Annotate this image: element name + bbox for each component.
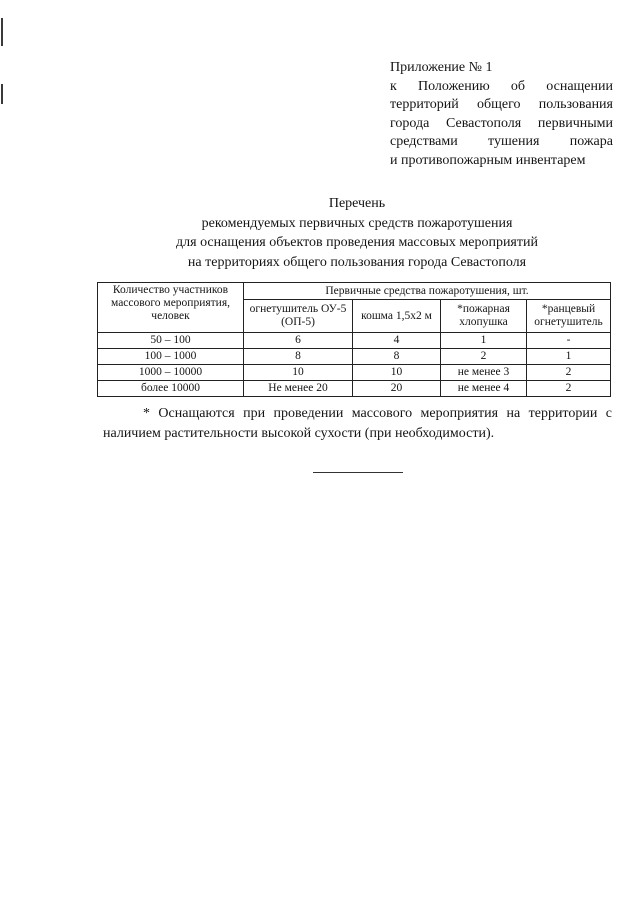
equipment-group-header: Первичные средства пожаротушения, шт. bbox=[244, 283, 611, 300]
heading-line: на территориях общего пользования города Севастополя bbox=[187, 254, 527, 270]
table-header-row bbox=[98, 283, 611, 300]
table-cell: 1 bbox=[441, 333, 527, 349]
appendix-reference bbox=[390, 78, 613, 171]
table-cell: 100 – 1000 bbox=[98, 349, 244, 365]
table-cell: 2 bbox=[441, 349, 527, 365]
table-cell: не менее 3 bbox=[441, 365, 527, 381]
table-cell: 8 bbox=[244, 349, 353, 365]
table-row bbox=[98, 333, 611, 349]
equipment-table bbox=[97, 282, 611, 397]
participants-header: Количество участников массового мероприятия, человек bbox=[98, 283, 244, 333]
end-rule bbox=[313, 472, 403, 473]
table-cell: 2 bbox=[527, 381, 611, 397]
table-cell: 10 bbox=[244, 365, 353, 381]
appendix-line: и противопожарным инвентарем bbox=[390, 152, 586, 168]
table-cell: 8 bbox=[353, 349, 441, 365]
document-heading bbox=[100, 194, 614, 272]
column-header: огнетушитель ОУ-5 (ОП-5) bbox=[244, 300, 353, 333]
table-cell: 4 bbox=[353, 333, 441, 349]
table-row bbox=[98, 381, 611, 397]
heading-line: Перечень bbox=[328, 196, 386, 211]
heading-line: рекомендуемых первичных средств пожаротушения bbox=[201, 215, 513, 231]
table-row bbox=[98, 349, 611, 365]
scan-edge-mark bbox=[1, 84, 3, 104]
appendix-line: к Положению об оснащении bbox=[390, 78, 613, 94]
column-header: *пожарная хлопушка bbox=[441, 300, 527, 333]
footnote: * Оснащаются при проведении массового мероприятия на территории с наличием растительности высокой сухости (при необходимости). bbox=[103, 406, 612, 441]
table-cell: - bbox=[527, 333, 611, 349]
scan-edge-mark bbox=[1, 18, 3, 46]
heading-line: для оснащения объектов проведения массовых мероприятий bbox=[176, 235, 538, 251]
appendix-line: города Севастополя первичными bbox=[390, 115, 613, 131]
appendix-title: Приложение № 1 bbox=[390, 60, 493, 75]
table-cell: более 10000 bbox=[98, 381, 244, 397]
table-cell: 20 bbox=[353, 381, 441, 397]
table-cell: 10 bbox=[353, 365, 441, 381]
table-cell: 6 bbox=[244, 333, 353, 349]
table-cell: 1000 – 10000 bbox=[98, 365, 244, 381]
column-header: кошма 1,5х2 м bbox=[353, 300, 441, 333]
table-cell: 1 bbox=[527, 349, 611, 365]
table-row bbox=[98, 365, 611, 381]
column-header: *ранцевый огнетушитель bbox=[527, 300, 611, 333]
table-cell: 50 – 100 bbox=[98, 333, 244, 349]
table-cell: Не менее 20 bbox=[244, 381, 353, 397]
appendix-line: территорий общего пользования bbox=[390, 97, 613, 113]
appendix-block bbox=[390, 59, 613, 171]
table-cell: не менее 4 bbox=[441, 381, 527, 397]
appendix-line: средствами тушения пожара bbox=[390, 134, 613, 150]
table-cell: 2 bbox=[527, 365, 611, 381]
